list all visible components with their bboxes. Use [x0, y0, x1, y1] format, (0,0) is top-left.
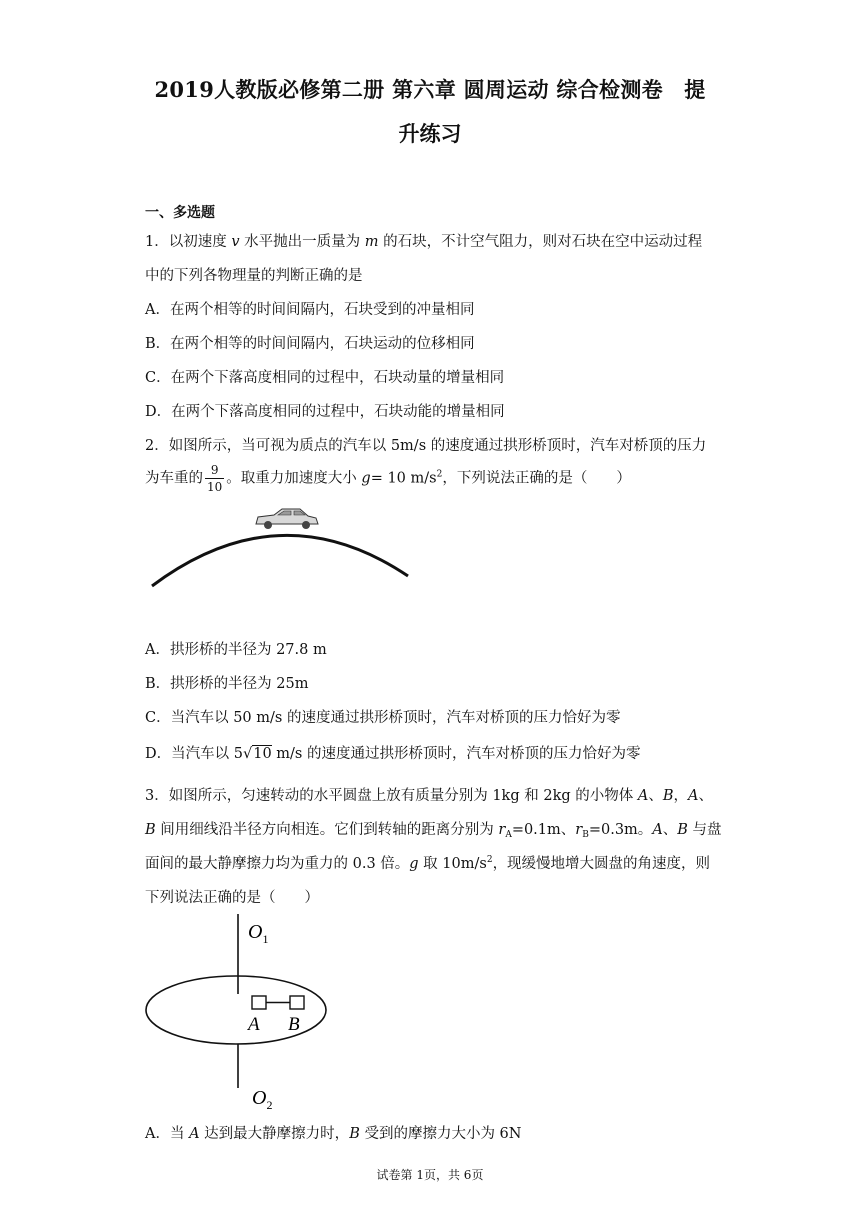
q1-option-a: A．在两个相等的时间间隔内，石块受到的冲量相同 [145, 302, 475, 318]
q2-stem-line-1: 2．如图所示，当可视为质点的汽车以 5m/s 的速度通过拱形桥顶时，汽车对桥顶的压力 [145, 438, 707, 454]
q3-stem-line-3: 面间的最大静摩擦力均为重力的 0.3 倍。g 取 $10m/s^2$，现缓慢地增大圆盘的角速度，则 [145, 855, 711, 872]
label-a: A [248, 1014, 260, 1035]
sqrt-symbol: √ [242, 746, 253, 762]
page-footer: 试卷第 1页，共 6页 [376, 1168, 484, 1182]
q2-option-b: B．拱形桥的半径为 25m [145, 676, 309, 692]
q1-stem-line-2: 中的下列各物理量的判断正确的是 [145, 268, 363, 284]
q1-option-c: C．在两个下落高度相同的过程中，石块动量的增量相同 [145, 370, 505, 386]
car-icon [256, 509, 318, 529]
q3-stem-line-4: 下列说法正确的是（ ） [145, 890, 319, 906]
block-a [252, 996, 266, 1009]
q3-stem-line-2: B 间用细线沿半径方向相连。它们到转轴的距离分别为 $r_A=0.1m$、$r_B=0.3m$。A、B 与盘 [145, 822, 722, 840]
q2-option-d: D．当汽车以 5√10 m/s 的速度通过拱形桥顶时，汽车对桥顶的压力恰好为零 [145, 746, 641, 762]
q1-option-b: B．在两个相等的时间间隔内，石块运动的位移相同 [145, 336, 475, 352]
q2-option-c: C．当汽车以 50 m/s 的速度通过拱形桥顶时，汽车对桥顶的压力恰好为零 [145, 710, 621, 726]
label-b: B [288, 1014, 300, 1035]
rotating-disk-figure [140, 908, 350, 1118]
arch-bridge-figure [140, 500, 430, 600]
arch-bridge-curve [152, 535, 408, 586]
section-heading: 一、多选题 [145, 205, 215, 221]
label-o2: $O_2$ [252, 1087, 273, 1112]
fraction-nine-tenths: $\frac{9}{10}$ [207, 463, 223, 494]
q2-stem-line-2: 为车重的 $\frac{9}{10}$ 。取重力加速度大小 g= 10 $m/s^2$，下列说法正确的是（ ） [145, 463, 631, 494]
q3-stem-line-1: 3．如图所示，匀速转动的水平圆盘上放有质量分别为 1kg 和 2kg 的小物体 A、B，A、 [145, 788, 713, 804]
label-o1: $O_1$ [248, 921, 269, 946]
q2-option-a: A．拱形桥的半径为 27.8 m [145, 642, 327, 658]
q1-option-d: D．在两个下落高度相同的过程中，石块动能的增量相同 [145, 404, 505, 420]
block-b [290, 996, 304, 1009]
q1-stem-line-1: 1．以初速度 v 水平抛出一质量为 m 的石块，不计空气阻力，则对石块在空中运动过程 [145, 234, 703, 250]
q3-option-a: A．当 A 达到最大静摩擦力时，B 受到的摩擦力大小为 6N [145, 1126, 522, 1142]
title-line-2: 升练习 [398, 121, 462, 146]
title-line-1: 2019人教版必修第二册 第六章 圆周运动 综合检测卷 提 [154, 77, 706, 102]
